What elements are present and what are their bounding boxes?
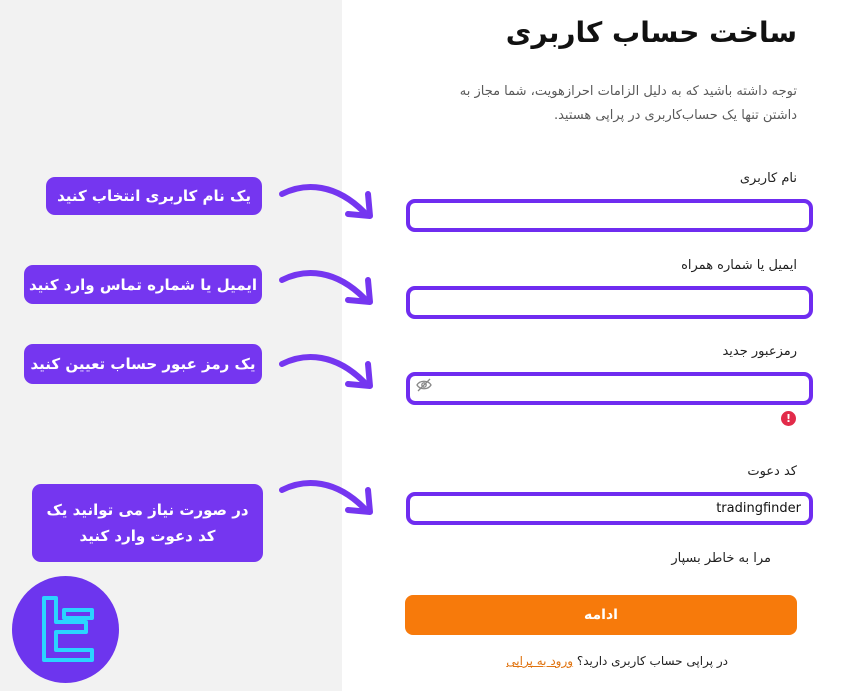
arrow-to-username <box>276 180 384 228</box>
arrow-to-invite <box>276 476 384 524</box>
continue-button[interactable]: ادامه <box>405 595 797 635</box>
password-label: رمزعبور جدید <box>722 344 797 359</box>
page-title: ساخت حساب کاربری <box>505 16 797 49</box>
arrow-to-email <box>276 266 384 314</box>
invite-code-input[interactable] <box>406 492 813 525</box>
email-label: ایمیل یا شماره همراه <box>681 258 797 273</box>
callout-invite-line1: در صورت نیاز می توانید یک <box>46 501 249 519</box>
brand-logo-icon <box>12 576 119 683</box>
username-input[interactable] <box>406 199 813 232</box>
password-input[interactable] <box>406 372 813 405</box>
have-account-text: در پراپی حساب کاربری دارید؟ <box>576 654 728 668</box>
notice-text: توجه داشته باشید که به دلیل الزامات احرازهویت، شما مجاز به داشتن تنها یک حساب‌کاربری در پراپی هستید. <box>459 84 797 123</box>
brand-logo <box>12 576 119 683</box>
remember-me-label[interactable]: مرا به خاطر بسپار <box>671 551 771 566</box>
callout-password: یک رمز عبور حساب تعیین کنید <box>24 344 262 384</box>
callout-invite <box>32 484 263 562</box>
arrow-to-password <box>276 350 384 398</box>
have-account-line <box>506 654 728 668</box>
eye-slash-icon[interactable] <box>416 378 432 392</box>
login-link[interactable]: ورود به پراپی <box>506 654 574 668</box>
username-label: نام کاربری <box>739 171 797 186</box>
invite-label: کد دعوت <box>747 464 797 479</box>
callout-email: ایمیل یا شماره تماس وارد کنید <box>24 265 262 304</box>
callout-invite-line2: کد دعوت وارد کنید <box>79 527 216 545</box>
callout-username: یک نام کاربری انتخاب کنید <box>46 177 262 215</box>
error-icon: ! <box>781 411 796 426</box>
email-input[interactable] <box>406 286 813 319</box>
